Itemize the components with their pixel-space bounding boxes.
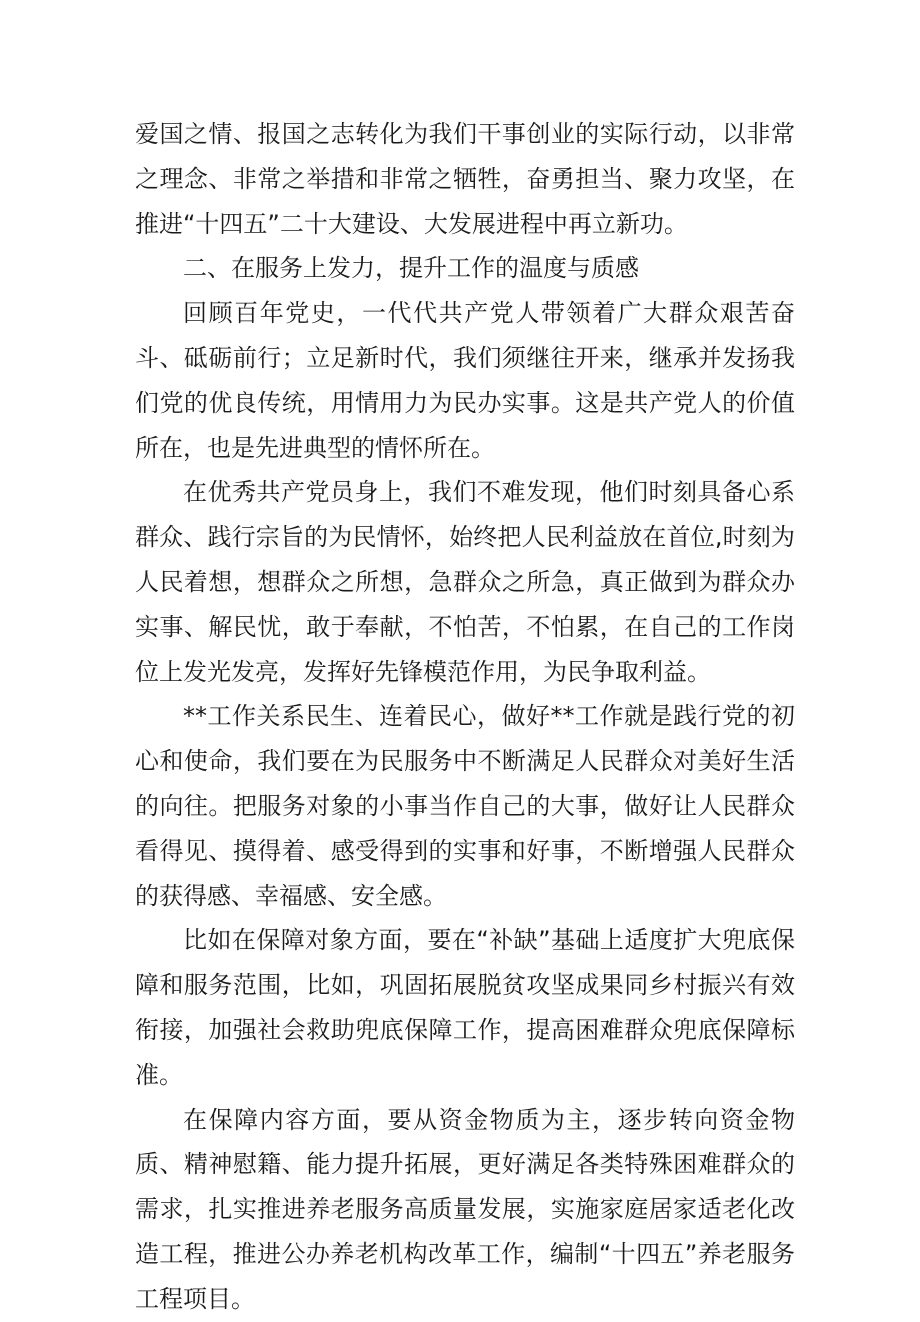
paragraph: **工作关系民生、连着民心，做好**工作就是践行党的初心和使命，我们要在为民服务中不断满足人民群众对美好生活的向往。把服务对象的小事当作自己的大事，做好让人民群众看得见、摸得着、感受得到的实事和好事，不断增强人民群众的获得感、幸福感、安全感。 xyxy=(135,702,795,910)
paragraph: 在保障内容方面，要从资金物质为主，逐步转向资金物质、精神慰籍、能力提升拓展，更好满足各类特殊困难群众的需求，扎实推进养老服务高质量发展，实施家庭居家适老化改造工程，推进公办养老机构改革工作，编制“十四五”养老服务工程项目。 xyxy=(135,1105,795,1313)
paragraph: 在优秀共产党员身上，我们不难发现，他们时刻具备心系群众、践行宗旨的为民情怀，始终把人民利益放在首位,时刻为人民着想，想群众之所想，急群众之所急，真正做到为群众办实事、解民忧，敢于奉献，不怕苦，不怕累，在自己的工作岗位上发光发亮，发挥好先锋模范作用，为民争取利益。 xyxy=(135,478,795,686)
paragraph: 比如在保障对象方面，要在“补缺”基础上适度扩大兜底保障和服务范围，比如，巩固拓展脱贫攻坚成果同乡村振兴有效衔接，加强社会救助兜底保障工作，提高困难群众兜底保障标准。 xyxy=(135,926,795,1089)
document-body xyxy=(135,112,795,1322)
paragraph: 回顾百年党史，一代代共产党人带领着广大群众艰苦奋斗、砥砺前行；立足新时代，我们须继往开来，继承并发扬我们党的优良传统，用情用力为民办实事。这是共产党人的价值所在，也是先进典型的情怀所在。 xyxy=(135,299,795,462)
section-heading: 二、在服务上发力，提升工作的温度与质感 xyxy=(183,254,639,283)
paragraph-continuation: 爱国之情、报国之志转化为我们干事创业的实际行动，以非常之理念、非常之举措和非常之牺牲，奋勇担当、聚力攻坚，在推进“十四五”二十大建设、大发展进程中再立新功。 xyxy=(135,120,795,238)
